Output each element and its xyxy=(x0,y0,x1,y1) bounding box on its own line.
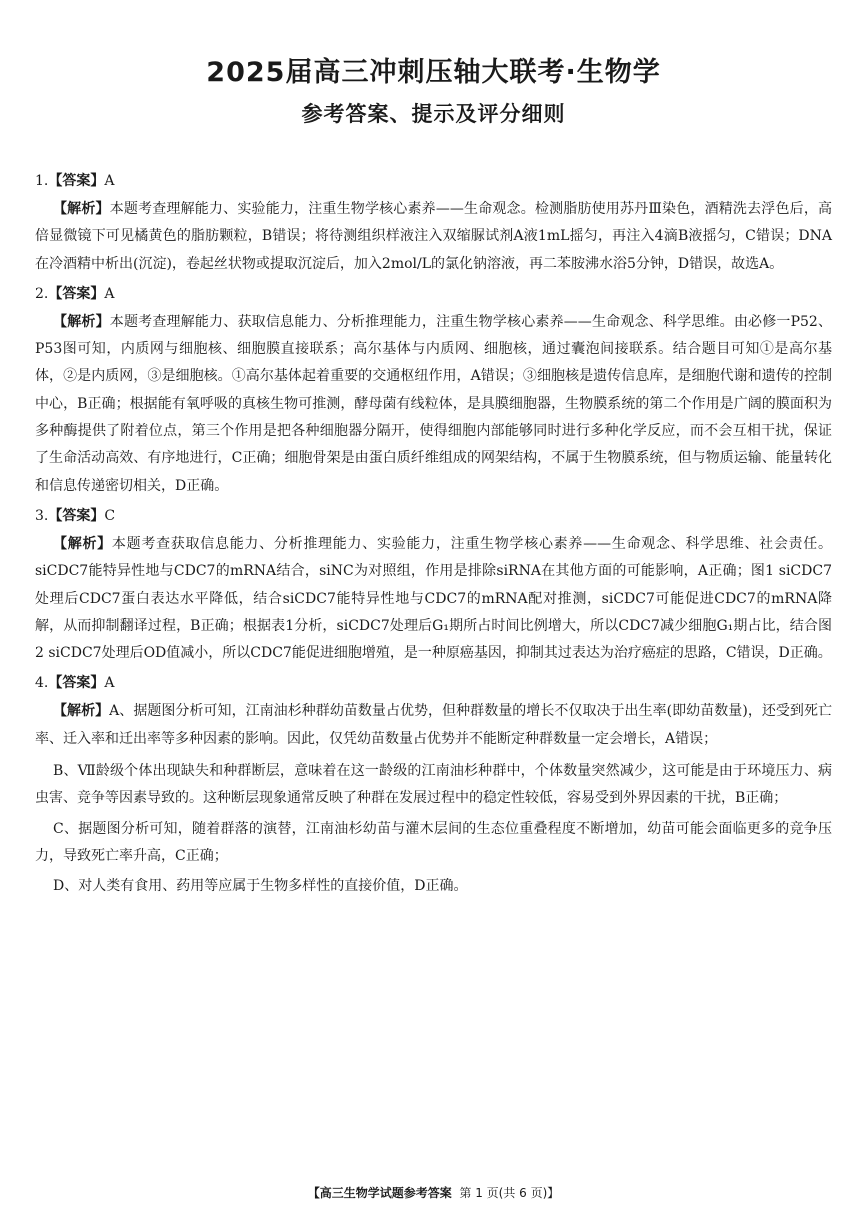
question-number: 3. xyxy=(35,507,49,524)
answer-value: C xyxy=(104,507,116,524)
explanation-text: 本题考查获取信息能力、分析推理能力、实验能力，注重生物学核心素养——生命观念、科学思维、社会责任。siCDC7能特异性地与CDC7的mRNA结合，siNC为对照组，作用是排除siRNA在其他方面的可能影响，A正确；图1 siCDC7处理后CDC7蛋白表达水平降低，结合siCDC7能特异性地与CDC7的mRNA配对推测，siCDC7可能促进CDC7的mRNA降解，从而抑制翻译过程，B正确；根据表1分析，siCDC7处理后G₁期所占时间比例增大，所以CDC7减少细胞G₁期占比，结合图2 siCDC7处理后OD值减小，所以CDC7能促进细胞增殖，是一种原癌基因，抑制其过表达为治疗癌症的思路，C错误，D正确。 xyxy=(35,535,833,662)
page-subtitle: 参考答案、提示及评分细则 xyxy=(301,102,566,126)
question-4-option-c: C、据题图分析可知，随着群落的演替，江南油杉幼苗与灌木层间的生态位重叠程度不断增加，幼苗可能会面临更多的竞争压力，导致死亡率升高，C正确； xyxy=(35,820,832,864)
question-4-option-d: D、对人类有食用、药用等应属于生物多样性的直接价值，D正确。 xyxy=(53,878,468,895)
answer-tag: 【答案】 xyxy=(48,285,105,302)
answer-tag: 【答案】 xyxy=(48,507,105,524)
page-footer xyxy=(0,1184,867,1201)
explanation-text: A、据题图分析可知，江南油杉种群幼苗数量占优势，但种群数量的增长不仅取决于出生率(即幼苗数量)，还受到死亡率、迁入率和迁出率等多种因素的影响。因此，仅凭幼苗数量占优势并不能断定种群数量一定会增长，A错误； xyxy=(35,703,832,747)
answer-content xyxy=(35,170,832,904)
question-4-option-b: B、Ⅶ龄级个体出现缺失和种群断层，意味着在这一龄级的江南油杉种群中，个体数量突然减少，这可能是由于环境压力、病虫害、竞争等因素导致的。这种断层现象通常反映了种群在发展过程中的稳定性较低，容易受到外界因素的干扰，B正确； xyxy=(35,763,832,807)
question-3-answer xyxy=(35,505,832,527)
answer-value: A xyxy=(104,285,115,302)
page-title: 2025届高三冲刺压轴大联考·生物学 xyxy=(206,57,661,88)
explanation-text: 本题考查理解能力、获取信息能力、分析推理能力，注重生物学核心素养——生命观念、科学思维。由必修一P52、P53图可知，内质网与细胞核、细胞膜直接联系；高尔基体与内质网、细胞核，通过囊泡间接联系。结合题目可知①是高尔基体，②是内质网，③是细胞核。①高尔基体起着重要的交通枢纽作用，A错误；③细胞核是遗传信息库，是细胞代谢和遗传的控制中心，B正确；根据能有氧呼吸的真核生物可推测，酵母菌有线粒体，是具膜细胞器，生物膜系统的第二个作用是广阔的膜面积为多种酶提供了附着位点，第三个作用是把各种细胞器分隔开，使得细胞内部能够同时进行多种化学反应，而不会互相干扰，保证了生命活动高效、有序地进行，C正确；细胞骨架是由蛋白质纤维组成的网架结构，不属于生物膜系统，但与物质运输、能量转化和信息传递密切相关，D正确。 xyxy=(35,313,833,494)
explain-tag: 【解析】 xyxy=(53,313,110,330)
question-number: 2. xyxy=(35,285,49,302)
question-4-explanation xyxy=(35,698,832,753)
question-2-answer xyxy=(35,283,832,305)
explain-tag: 【解析】 xyxy=(53,535,112,552)
answer-value: A xyxy=(104,173,115,189)
question-number: 4. xyxy=(35,675,49,692)
explain-tag: 【解析】 xyxy=(53,703,110,720)
footer-page-number: 第 1 页(共 6 页)】 xyxy=(459,1186,560,1200)
answer-tag: 【答案】 xyxy=(48,173,105,189)
footer-label: 【高三生物学试题参考答案 xyxy=(307,1186,452,1200)
question-2-explanation xyxy=(35,309,832,500)
answer-tag: 【答案】 xyxy=(48,675,105,692)
question-3-explanation xyxy=(35,531,832,667)
explanation-text: 本题考查理解能力、实验能力，注重生物学核心素养——生命观念。检测脂肪使用苏丹Ⅲ染色，酒精洗去浮色后，高倍显微镜下可见橘黄色的脂肪颗粒，B错误；将待测组织样液注入双缩脲试剂A液1mL摇匀，再注入4滴B液摇匀，C错误；DNA在冷酒精中析出(沉淀)，卷起丝状物或提取沉淀后，加入2mol/L的氯化钠溶液，再二苯胺沸水浴5分钟，D错误，故选A。 xyxy=(35,201,832,272)
explain-tag: 【解析】 xyxy=(53,201,110,217)
question-1-explanation xyxy=(35,196,832,278)
question-4-answer xyxy=(35,672,832,694)
answer-value: A xyxy=(104,675,115,692)
question-1-answer xyxy=(35,170,832,192)
question-number: 1. xyxy=(35,173,49,189)
